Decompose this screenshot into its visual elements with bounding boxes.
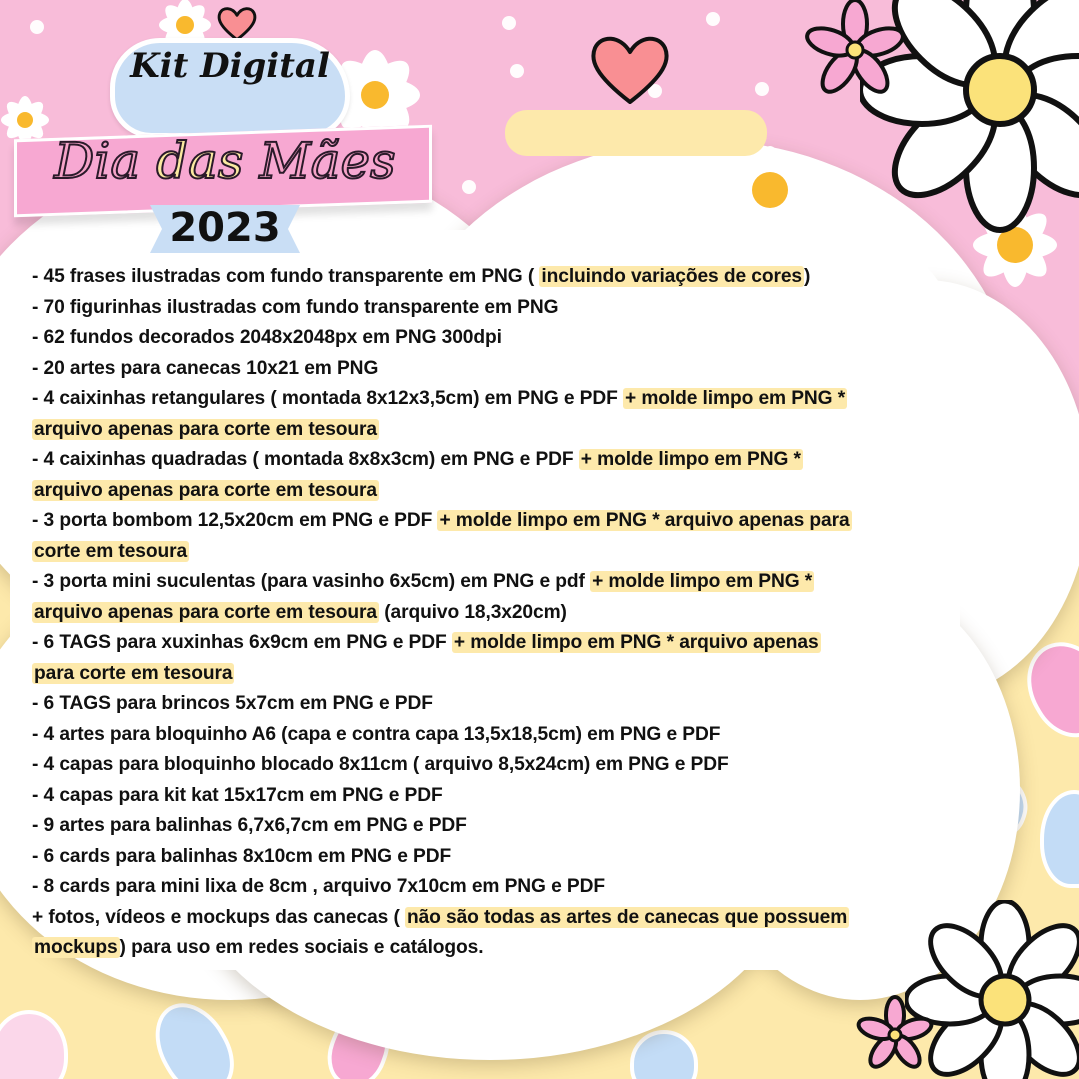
kit-digital-label: Kit Digital: [130, 46, 330, 86]
list-item: [32, 781, 962, 812]
blank-label-pill: [505, 110, 767, 156]
highlighted-text: arquivo apenas para corte em tesoura: [34, 418, 377, 440]
title-word: Dia: [54, 132, 157, 190]
list-item: [32, 384, 962, 415]
item-text: - 6 cards para balinhas 8x10cm em PNG e PDF: [32, 845, 452, 867]
item-text: - 4 capas para kit kat 15x17cm em PNG e PDF: [32, 784, 443, 806]
item-text: - 9 artes para balinhas 6,7x6,7cm em PNG e PDF: [32, 815, 467, 836]
highlighted-text: para corte em tesoura: [34, 662, 233, 684]
item-text: + fotos, vídeos e mockups das canecas (: [32, 906, 405, 928]
list-item: [32, 872, 962, 903]
list-item: [32, 811, 962, 842]
list-item: [32, 659, 962, 690]
highlighted-text: + molde limpo em PNG *: [624, 388, 846, 409]
list-item: [32, 567, 962, 598]
page-title: [20, 132, 430, 190]
kit-contents-list: [32, 262, 962, 964]
title-word: Mães: [259, 132, 396, 190]
title-word: das: [156, 132, 260, 190]
item-text: (arquivo 18,3x20cm): [378, 601, 567, 623]
item-text: - 3 porta mini suculentas (para vasinho 6x5cm) em PNG e pdf: [32, 571, 591, 592]
highlighted-text: incluindo variações de cores: [541, 266, 802, 287]
highlighted-text: + molde limpo em PNG *: [592, 571, 813, 592]
item-text: - 45 frases ilustradas com fundo transparente em PNG (: [32, 266, 540, 287]
title-block: [0, 0, 430, 250]
item-text: - 70 figurinhas ilustradas com fundo transparente em PNG: [32, 296, 559, 318]
list-item: [32, 415, 962, 446]
item-text: - 6 TAGS para brincos 5x7cm em PNG e PDF: [32, 693, 433, 714]
list-item: [32, 933, 962, 964]
year-label: 2023: [169, 205, 281, 251]
highlighted-text: arquivo apenas para corte em tesoura: [34, 479, 377, 501]
item-text: - 4 capas para bloquinho blocado 8x11cm ( arquivo 8,5x24cm) em PNG e PDF: [32, 754, 729, 775]
list-item: [32, 628, 962, 659]
item-text: ) para uso em redes sociais e catálogos.: [119, 937, 484, 958]
pink-flower-icon: [800, 0, 910, 105]
list-item: [32, 293, 962, 324]
item-text: - 6 TAGS para xuxinhas 6x9cm em PNG e PDF: [32, 632, 452, 653]
list-item: [32, 262, 962, 293]
item-text: - 62 fundos decorados 2048x2048px em PNG 300dpi: [32, 327, 502, 348]
highlighted-text: + molde limpo em PNG *: [580, 449, 801, 470]
item-text: - 4 caixinhas retangulares ( montada 8x12x3,5cm) em PNG e PDF: [32, 388, 623, 409]
list-item: [32, 323, 962, 354]
highlighted-text: arquivo apenas para corte em tesoura: [34, 601, 377, 623]
list-item: [32, 476, 962, 507]
highlighted-text: corte em tesoura: [34, 540, 188, 562]
list-item: [32, 903, 962, 934]
pink-flower-icon: [850, 990, 940, 1079]
highlighted-text: mockups: [34, 937, 118, 958]
item-text: ): [804, 266, 811, 287]
heart-icon: [585, 30, 675, 110]
item-text: - 20 artes para canecas 10x21 em PNG: [32, 357, 379, 379]
list-item: [32, 689, 962, 720]
item-text: - 3 porta bombom 12,5x20cm em PNG e PDF: [32, 510, 438, 531]
list-item: [32, 506, 962, 537]
highlighted-text: + molde limpo em PNG * arquivo apenas para: [439, 510, 850, 531]
list-item: [32, 842, 962, 873]
list-item: [32, 750, 962, 781]
item-text: - 8 cards para mini lixa de 8cm , arquivo 7x10cm em PNG e PDF: [32, 876, 605, 897]
item-text: - 4 caixinhas quadradas ( montada 8x8x3cm) em PNG e PDF: [32, 449, 579, 470]
list-item: [32, 598, 962, 629]
highlighted-text: + molde limpo em PNG * arquivo apenas: [453, 632, 819, 653]
list-item: [32, 720, 962, 751]
list-item: [32, 354, 962, 385]
item-text: - 4 artes para bloquinho A6 (capa e contra capa 13,5x18,5cm) em PNG e PDF: [32, 723, 721, 745]
list-item: [32, 445, 962, 476]
highlighted-text: não são todas as artes de canecas que possuem: [406, 906, 848, 928]
list-item: [32, 537, 962, 568]
